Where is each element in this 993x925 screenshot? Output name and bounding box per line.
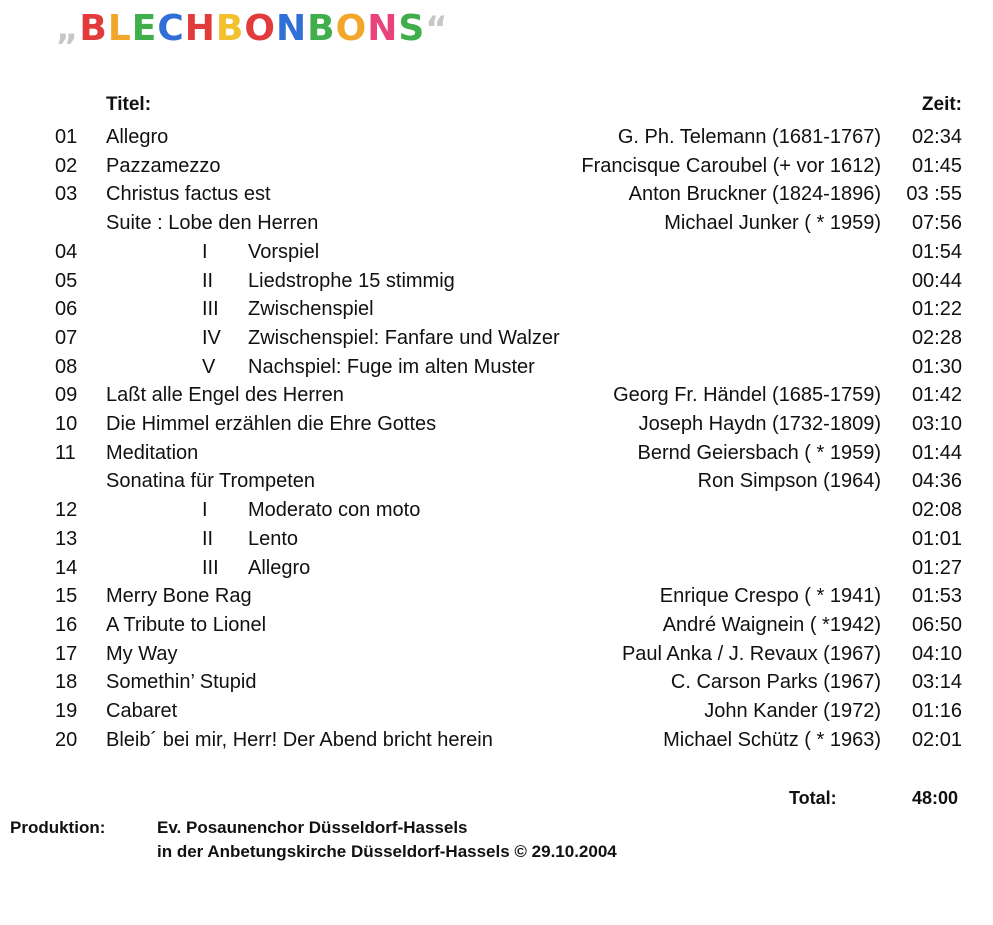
track-number: 01: [55, 126, 78, 148]
track-row: [0, 381, 993, 409]
movement-title: Lento: [248, 527, 299, 550]
movement-number: IV: [202, 326, 221, 349]
title-header: Titel:: [106, 94, 152, 115]
logo-letter: S: [398, 8, 426, 49]
track-time: 03:14: [911, 671, 962, 694]
composer: Ron Simpson (1964): [697, 470, 881, 493]
track-number: 18: [55, 671, 78, 694]
track-row: [0, 209, 993, 237]
track-number: 10: [55, 413, 78, 435]
total-label: Total:: [789, 788, 837, 808]
track-time: 04:36: [911, 470, 962, 493]
logo-letter: B: [307, 8, 336, 49]
movement-number: I: [202, 240, 208, 263]
track-row: [0, 668, 993, 696]
logo-letter: O: [244, 8, 276, 49]
production-label: Produktion:: [10, 818, 106, 837]
composer: Michael Schütz ( * 1963): [663, 728, 881, 751]
track-row: [0, 697, 993, 725]
track-row: [0, 238, 993, 266]
track-row: [0, 439, 993, 467]
track-number: 20: [55, 728, 78, 751]
track-row: [0, 640, 993, 668]
logo-letter: L: [107, 8, 132, 49]
track-row: [0, 726, 993, 754]
logo-letter: B: [79, 8, 108, 49]
track-time: 02:01: [911, 728, 962, 751]
track-title: Allegro: [106, 126, 169, 148]
logo-letter: N: [367, 8, 399, 49]
track-row: [0, 152, 993, 180]
movement-title: Nachspiel: Fuge im alten Muster: [248, 355, 535, 378]
track-title: Sonatina für Trompeten: [106, 470, 316, 493]
track-time: 01:45: [911, 154, 962, 177]
track-title: Suite : Lobe den Herren: [106, 212, 319, 235]
track-title: Bleib´ bei mir, Herr! Der Abend bricht herein: [106, 728, 493, 751]
track-title: My Way: [106, 642, 178, 665]
logo-letter: N: [275, 8, 308, 49]
track-number: 06: [55, 298, 78, 321]
movement-title: Zwischenspiel: Fanfare und Walzer: [248, 326, 560, 349]
track-time: 01:22: [911, 298, 962, 321]
movement-title: Vorspiel: [248, 240, 320, 263]
track-number: 03: [55, 183, 78, 206]
composer: Joseph Haydn (1732-1809): [638, 413, 881, 435]
composer: Georg Fr. Händel (1685-1759): [613, 384, 881, 407]
track-number: 09: [55, 384, 78, 407]
track-time: 03:10: [911, 413, 962, 435]
composer: G. Ph. Telemann (1681-1767): [617, 126, 881, 148]
track-time: 03 :55: [906, 183, 962, 206]
logo-letter: E: [131, 8, 158, 49]
logo-letter: “: [425, 9, 449, 49]
track-row: [0, 295, 993, 323]
track-title: Christus factus est: [106, 183, 271, 206]
production-line-1: Ev. Posaunenchor Düsseldorf-Hassels: [157, 818, 468, 837]
composer: Francisque Caroubel (+ vor 1612): [581, 154, 881, 177]
track-number: 11: [55, 441, 76, 464]
movement-number: II: [202, 269, 214, 292]
production-line-2: in der Anbetungskirche Düsseldorf-Hassels © 29.10.2004: [157, 842, 617, 861]
movement-number: I: [202, 499, 208, 522]
track-row: [0, 324, 993, 352]
movement-number: III: [202, 298, 219, 321]
track-number: 16: [55, 613, 78, 636]
track-time: 02:08: [911, 499, 962, 522]
logo-letter: B: [215, 8, 245, 49]
track-time: 01:44: [911, 441, 962, 464]
movement-title: Moderato con moto: [248, 499, 421, 522]
track-number: 08: [55, 355, 78, 378]
composer: Bernd Geiersbach ( * 1959): [637, 441, 881, 464]
track-row: [0, 180, 993, 208]
track-row: [0, 267, 993, 295]
composer: John Kander (1972): [704, 700, 881, 722]
total-value: 48:00: [911, 788, 958, 808]
track-time: 01:01: [911, 527, 962, 550]
track-title: Pazzamezzo: [106, 154, 221, 177]
logo-letter: O: [335, 8, 368, 49]
track-row: [0, 353, 993, 381]
track-number: 17: [55, 642, 78, 665]
track-number: 07: [55, 326, 78, 349]
track-title: Somethin’ Stupid: [106, 671, 257, 694]
track-number: 05: [55, 269, 78, 292]
track-number: 14: [55, 556, 78, 579]
track-title: Meditation: [106, 441, 199, 464]
composer: Michael Junker ( * 1959): [664, 212, 881, 235]
composer: Paul Anka / J. Revaux (1967): [621, 642, 881, 665]
track-row: [0, 554, 993, 582]
track-row: [0, 525, 993, 553]
track-number: 13: [55, 527, 78, 550]
track-row: [0, 582, 993, 610]
time-header: Zeit:: [921, 94, 962, 115]
track-title: Laßt alle Engel des Herren: [106, 384, 344, 407]
track-time: 01:53: [911, 585, 962, 608]
track-number: 15: [55, 585, 78, 608]
movement-title: Allegro: [248, 556, 311, 579]
movement-number: V: [202, 355, 216, 378]
track-time: 00:44: [911, 269, 962, 292]
track-title: Die Himmel erzählen die Ehre Gottes: [106, 413, 437, 435]
track-row: [0, 410, 993, 438]
track-row: [0, 467, 993, 495]
track-time: 02:34: [911, 126, 962, 148]
track-title: Cabaret: [106, 700, 178, 722]
track-time: 01:27: [911, 556, 962, 579]
track-number: 19: [55, 700, 78, 722]
movement-number: II: [202, 527, 214, 550]
logo-letter: „: [56, 9, 80, 49]
track-row: [0, 611, 993, 639]
track-title: Merry Bone Rag: [106, 585, 252, 608]
movement-title: Zwischenspiel: [248, 298, 374, 321]
logo-letter: C: [157, 8, 185, 49]
track-time: 01:54: [911, 240, 962, 263]
movement-number: III: [202, 556, 219, 579]
track-row: [0, 496, 993, 524]
track-time: 01:42: [911, 384, 962, 407]
track-time: 04:10: [911, 642, 962, 665]
track-time: 01:16: [911, 700, 962, 722]
track-time: 02:28: [911, 326, 962, 349]
track-title: A Tribute to Lionel: [106, 613, 267, 636]
track-number: 12: [55, 499, 78, 522]
logo-letter: H: [184, 8, 216, 49]
composer: Anton Bruckner (1824-1896): [628, 183, 881, 206]
composer: Enrique Crespo ( * 1941): [659, 585, 881, 608]
track-row: [0, 123, 993, 151]
track-number: 02: [55, 154, 78, 177]
movement-title: Liedstrophe 15 stimmig: [248, 269, 455, 292]
composer: C. Carson Parks (1967): [670, 671, 881, 694]
track-time: 06:50: [911, 613, 962, 636]
composer: André Waignein ( *1942): [662, 613, 881, 636]
logo: [56, 8, 449, 49]
track-number: 04: [55, 240, 78, 263]
track-time: 07:56: [911, 212, 962, 235]
track-time: 01:30: [911, 355, 962, 378]
